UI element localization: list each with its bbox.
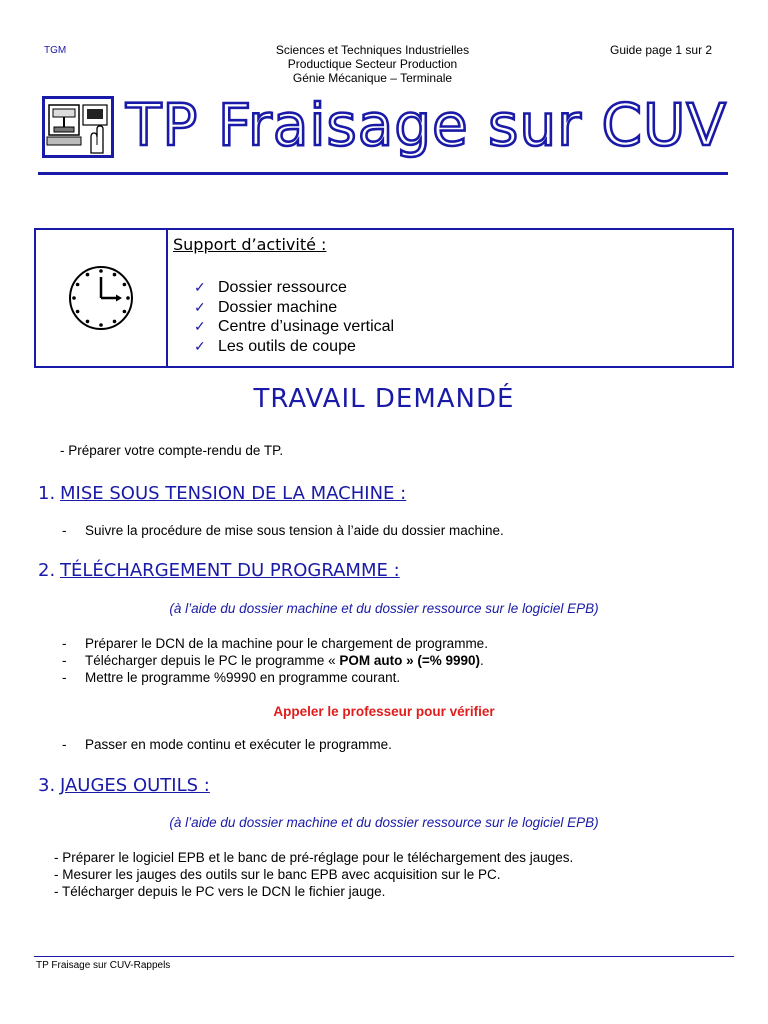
support-title: Support d’activité : [173,235,327,254]
list-item [194,317,394,337]
list-item: - Télécharger depuis le PC vers le DCN le fichier jauge. [54,884,386,899]
list-item [62,652,488,669]
list-item [194,298,394,318]
section-heading [38,483,406,504]
support-divider [166,228,168,368]
header-left-text: TGM [44,45,67,56]
section-list [62,522,504,539]
intro-text: - Préparer votre compte-rendu de TP. [60,443,284,458]
footer-text: TP Fraisage sur CUV-Rappels [36,960,171,971]
checkmark-icon: ✓ [194,318,206,334]
list-item [194,337,394,357]
support-item-label: Centre d’usinage vertical [218,318,395,335]
cnc-machine-logo-icon [42,96,114,158]
section-list [62,736,392,753]
section-title: MISE SOUS TENSION DE LA MACHINE : [60,483,407,504]
section-number: 3. [38,775,56,796]
program-name: POM auto » (=% 9990) [339,653,481,668]
section-number: 1. [38,483,56,504]
section-heading [38,560,400,581]
list-item: - Suivre la procédure de mise sous tension à l’aide du dossier machine. [62,522,504,539]
header-line: Génie Mécanique – Terminale [292,71,453,85]
main-heading: TRAVAIL DEMANDÉ [253,384,515,414]
checkmark-icon: ✓ [194,279,206,295]
section-list [54,849,573,900]
support-list [194,278,394,356]
support-item-label: Dossier ressource [218,279,347,296]
header-line: Sciences et Techniques Industrielles [275,43,470,57]
checkmark-icon: ✓ [194,337,206,354]
list-item: - Mettre le programme %9990 en programme courant. [62,669,488,686]
page-indicator: Guide page 1 sur 2 [610,43,713,57]
header-center [230,43,515,85]
section-title: JAUGES OUTILS : [60,775,210,796]
support-item-label: Les outils de coupe [218,337,356,355]
list-item [194,278,394,298]
header-line: Productique Secteur Production [287,57,458,71]
title-divider [38,172,728,175]
section-note: (à l’aide du dossier machine et du dossier ressource sur le logiciel EPB) [169,601,599,616]
download-text-post: . [480,653,484,668]
section-heading [38,775,210,796]
clock-icon [68,265,134,331]
footer-divider [34,956,734,957]
list-item: - Passer en mode continu et exécuter le programme. [62,736,392,753]
download-text-pre: Télécharger depuis le PC le programme « [85,653,340,668]
page-title: TP Fraisage sur CUV [126,91,728,159]
list-item: - Mesurer les jauges des outils sur le banc EPB avec acquisition sur le PC. [54,867,501,882]
list-item: - Préparer le logiciel EPB et le banc de pré-réglage pour le téléchargement des jauges. [54,850,574,865]
checkmark-icon: ✓ [194,298,206,315]
support-item-label: Dossier machine [218,298,338,316]
teacher-callout: Appeler le professeur pour vérifier [273,704,495,719]
list-item: - Préparer le DCN de la machine pour le chargement de programme. [62,635,488,652]
section-number: 2. [38,560,56,581]
section-note: (à l’aide du dossier machine et du dossier ressource sur le logiciel EPB) [169,815,599,830]
section-list [62,635,488,686]
section-title: TÉLÉCHARGEMENT DU PROGRAMME : [60,560,400,581]
